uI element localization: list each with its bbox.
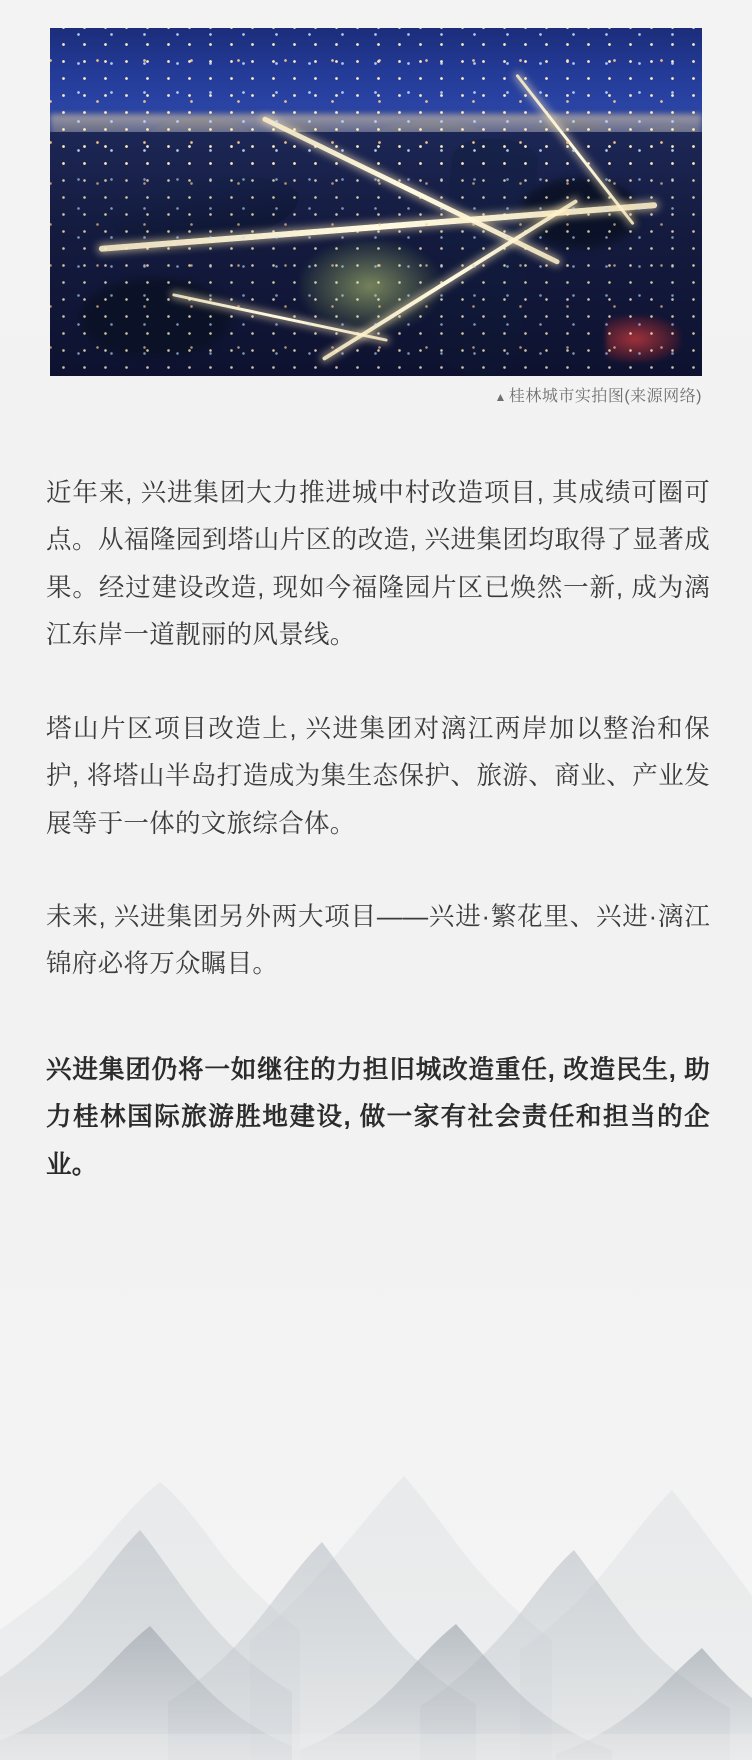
ink-mountains-decoration	[0, 1330, 752, 1760]
closing-paragraph: 兴进集团仍将一如继往的力担旧城改造重任, 改造民生, 助力桂林国际旅游胜地建设, 做一家有社会责任和担当的企业。	[46, 1055, 710, 1179]
paragraph-2: 塔山片区项目改造上, 兴进集团对漓江两岸加以整治和保护, 将塔山半岛打造成为集生态保护、旅游、商业、产业发展等于一体的文旅综合体。	[46, 714, 710, 838]
image-caption	[50, 386, 702, 408]
caption-marker-icon: ▲	[494, 390, 507, 404]
photo-city-lights-upper	[50, 28, 702, 178]
paragraph-3: 未来, 兴进集团另外两大项目——兴进·繁花里、兴进·漓江锦府必将万众瞩目。	[46, 902, 710, 979]
paragraph-1: 近年来, 兴进集团大力推进城中村改造项目, 其成绩可圈可点。从福隆园到塔山片区的改造, 兴进集团均取得了显著成果。经过建设改造, 现如今福隆园片区已焕然一新, 成为漓江东岸一道靓丽的风景线。	[46, 479, 710, 650]
article-body	[46, 470, 710, 1189]
image-caption-text: 桂林城市实拍图(来源网络)	[508, 388, 702, 405]
hero-image-block	[50, 28, 702, 408]
city-night-photo	[50, 28, 702, 376]
